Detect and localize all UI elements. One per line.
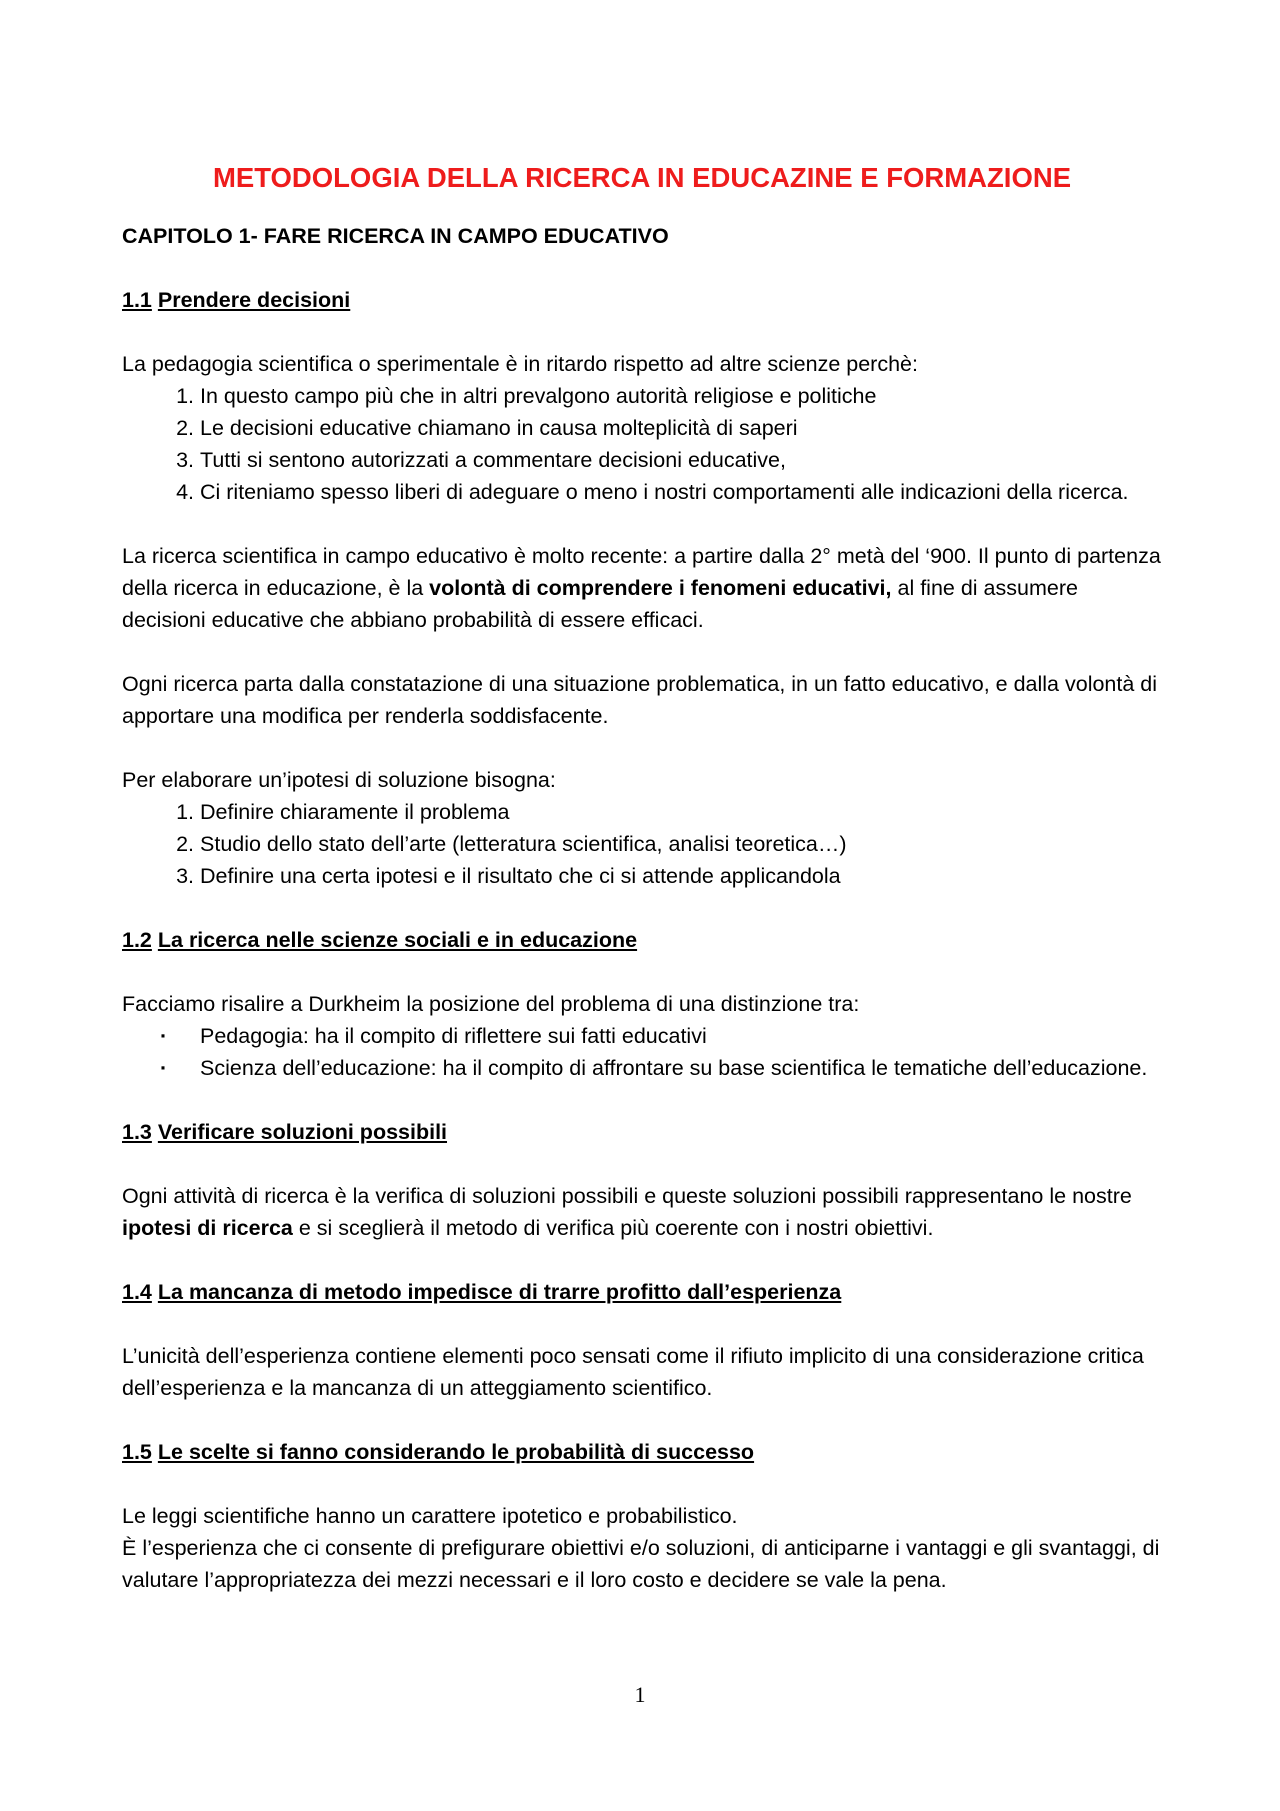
section-number: 1.1 bbox=[122, 288, 152, 312]
document-title: METODOLOGIA DELLA RICERCA IN EDUCAZINE E FORMAZIONE bbox=[212, 162, 1072, 193]
section-heading-1-4 bbox=[122, 1276, 1162, 1308]
list-item: 1. Definire chiaramente il problema bbox=[200, 796, 1162, 828]
paragraph: Per elaborare un’ipotesi di soluzione bisogna: bbox=[122, 768, 556, 792]
list-item: · Pedagogia: ha il compito di riflettere sui fatti educativi bbox=[200, 1020, 1162, 1052]
section-title: La ricerca nelle scienze sociali e in educazione bbox=[157, 928, 638, 952]
paragraph: L’unicità dell’esperienza contiene elementi poco sensati come il rifiuto implicito di una considerazione critica dell’esperienza e la mancanza di un atteggiamento scientifico. bbox=[122, 1344, 1144, 1400]
list-item: 4. Ci riteniamo spesso liberi di adeguare o meno i nostri comportamenti alle indicazioni della ricerca. bbox=[200, 476, 1162, 508]
list-item: 2. Studio dello stato dell’arte (letteratura scientifica, analisi teoretica…) bbox=[200, 828, 1162, 860]
section-number: 1.3 bbox=[122, 1120, 152, 1144]
chapter-heading: CAPITOLO 1- FARE RICERCA IN CAMPO EDUCATIVO bbox=[122, 224, 669, 248]
section-title: Prendere decisioni bbox=[157, 288, 351, 312]
list-item: 1. In questo campo più che in altri prevalgono autorità religiose e politiche bbox=[200, 380, 1162, 412]
bold-text: volontà di comprendere i fenomeni educativi, bbox=[429, 576, 892, 600]
list-item: 2. Le decisioni educative chiamano in causa molteplicità di saperi bbox=[200, 412, 1162, 444]
paragraph: Facciamo risalire a Durkheim la posizione del problema di una distinzione tra: bbox=[122, 992, 860, 1016]
numbered-list bbox=[122, 796, 1162, 892]
text-run: al fine di assumere decisioni educative che abbiano probabilità di essere efficaci. bbox=[122, 576, 1078, 632]
section-number: 1.5 bbox=[122, 1440, 152, 1464]
paragraph: La pedagogia scientifica o sperimentale è in ritardo rispetto ad altre scienze perchè: bbox=[122, 352, 918, 376]
bold-text: ipotesi di ricerca bbox=[122, 1216, 293, 1240]
section-heading-1-5 bbox=[122, 1436, 1162, 1468]
paragraph: Le leggi scientifiche hanno un carattere ipotetico e probabilistico. bbox=[122, 1504, 738, 1528]
text-run: Ogni attività di ricerca è la verifica di soluzioni possibili e queste soluzioni possibili rappresentano le nostre bbox=[122, 1184, 1132, 1208]
list-item: · Scienza dell’educazione: ha il compito di affrontare su base scientifica le tematiche dell’educazione. bbox=[200, 1052, 1162, 1084]
section-title: Verificare soluzioni possibili bbox=[157, 1120, 448, 1144]
paragraph bbox=[122, 540, 1162, 636]
section-heading-1-3 bbox=[122, 1116, 1162, 1148]
page-number: 1 bbox=[634, 1682, 646, 1707]
list-item: 3. Tutti si sentono autorizzati a commentare decisioni educative, bbox=[200, 444, 1162, 476]
section-number: 1.2 bbox=[122, 928, 152, 952]
section-title: Le scelte si fanno considerando le probabilità di successo bbox=[157, 1440, 755, 1464]
paragraph: È l’esperienza che ci consente di prefigurare obiettivi e/o soluzioni, di anticiparne i vantaggi e gli svantaggi, di valutare l’appropriatezza dei mezzi necessari e il loro costo e decidere se vale la pena. bbox=[122, 1536, 1160, 1592]
section-number: 1.4 bbox=[122, 1280, 152, 1304]
paragraph: Ogni ricerca parta dalla constatazione di una situazione problematica, in un fatto educativo, e dalla volontà di apportare una modifica per renderla soddisfacente. bbox=[122, 672, 1158, 728]
list-item: 3. Definire una certa ipotesi e il risultato che ci si attende applicandola bbox=[200, 860, 1162, 892]
bullet-list bbox=[122, 1020, 1162, 1084]
text-run: La ricerca scientifica in campo educativo è molto recente: a partire dalla 2° metà del ‘900. Il punto di partenza della ricerca in educazione, è la bbox=[122, 544, 1161, 600]
section-heading-1-1 bbox=[122, 284, 1162, 316]
paragraph bbox=[122, 1180, 1162, 1244]
page-content bbox=[122, 148, 1162, 1596]
section-title: La mancanza di metodo impedisce di trarre profitto dall’esperienza bbox=[157, 1280, 842, 1304]
text-run: e si sceglierà il metodo di verifica più coerente con i nostri obiettivi. bbox=[292, 1216, 934, 1240]
section-heading-1-2 bbox=[122, 924, 1162, 956]
numbered-list bbox=[122, 380, 1162, 508]
